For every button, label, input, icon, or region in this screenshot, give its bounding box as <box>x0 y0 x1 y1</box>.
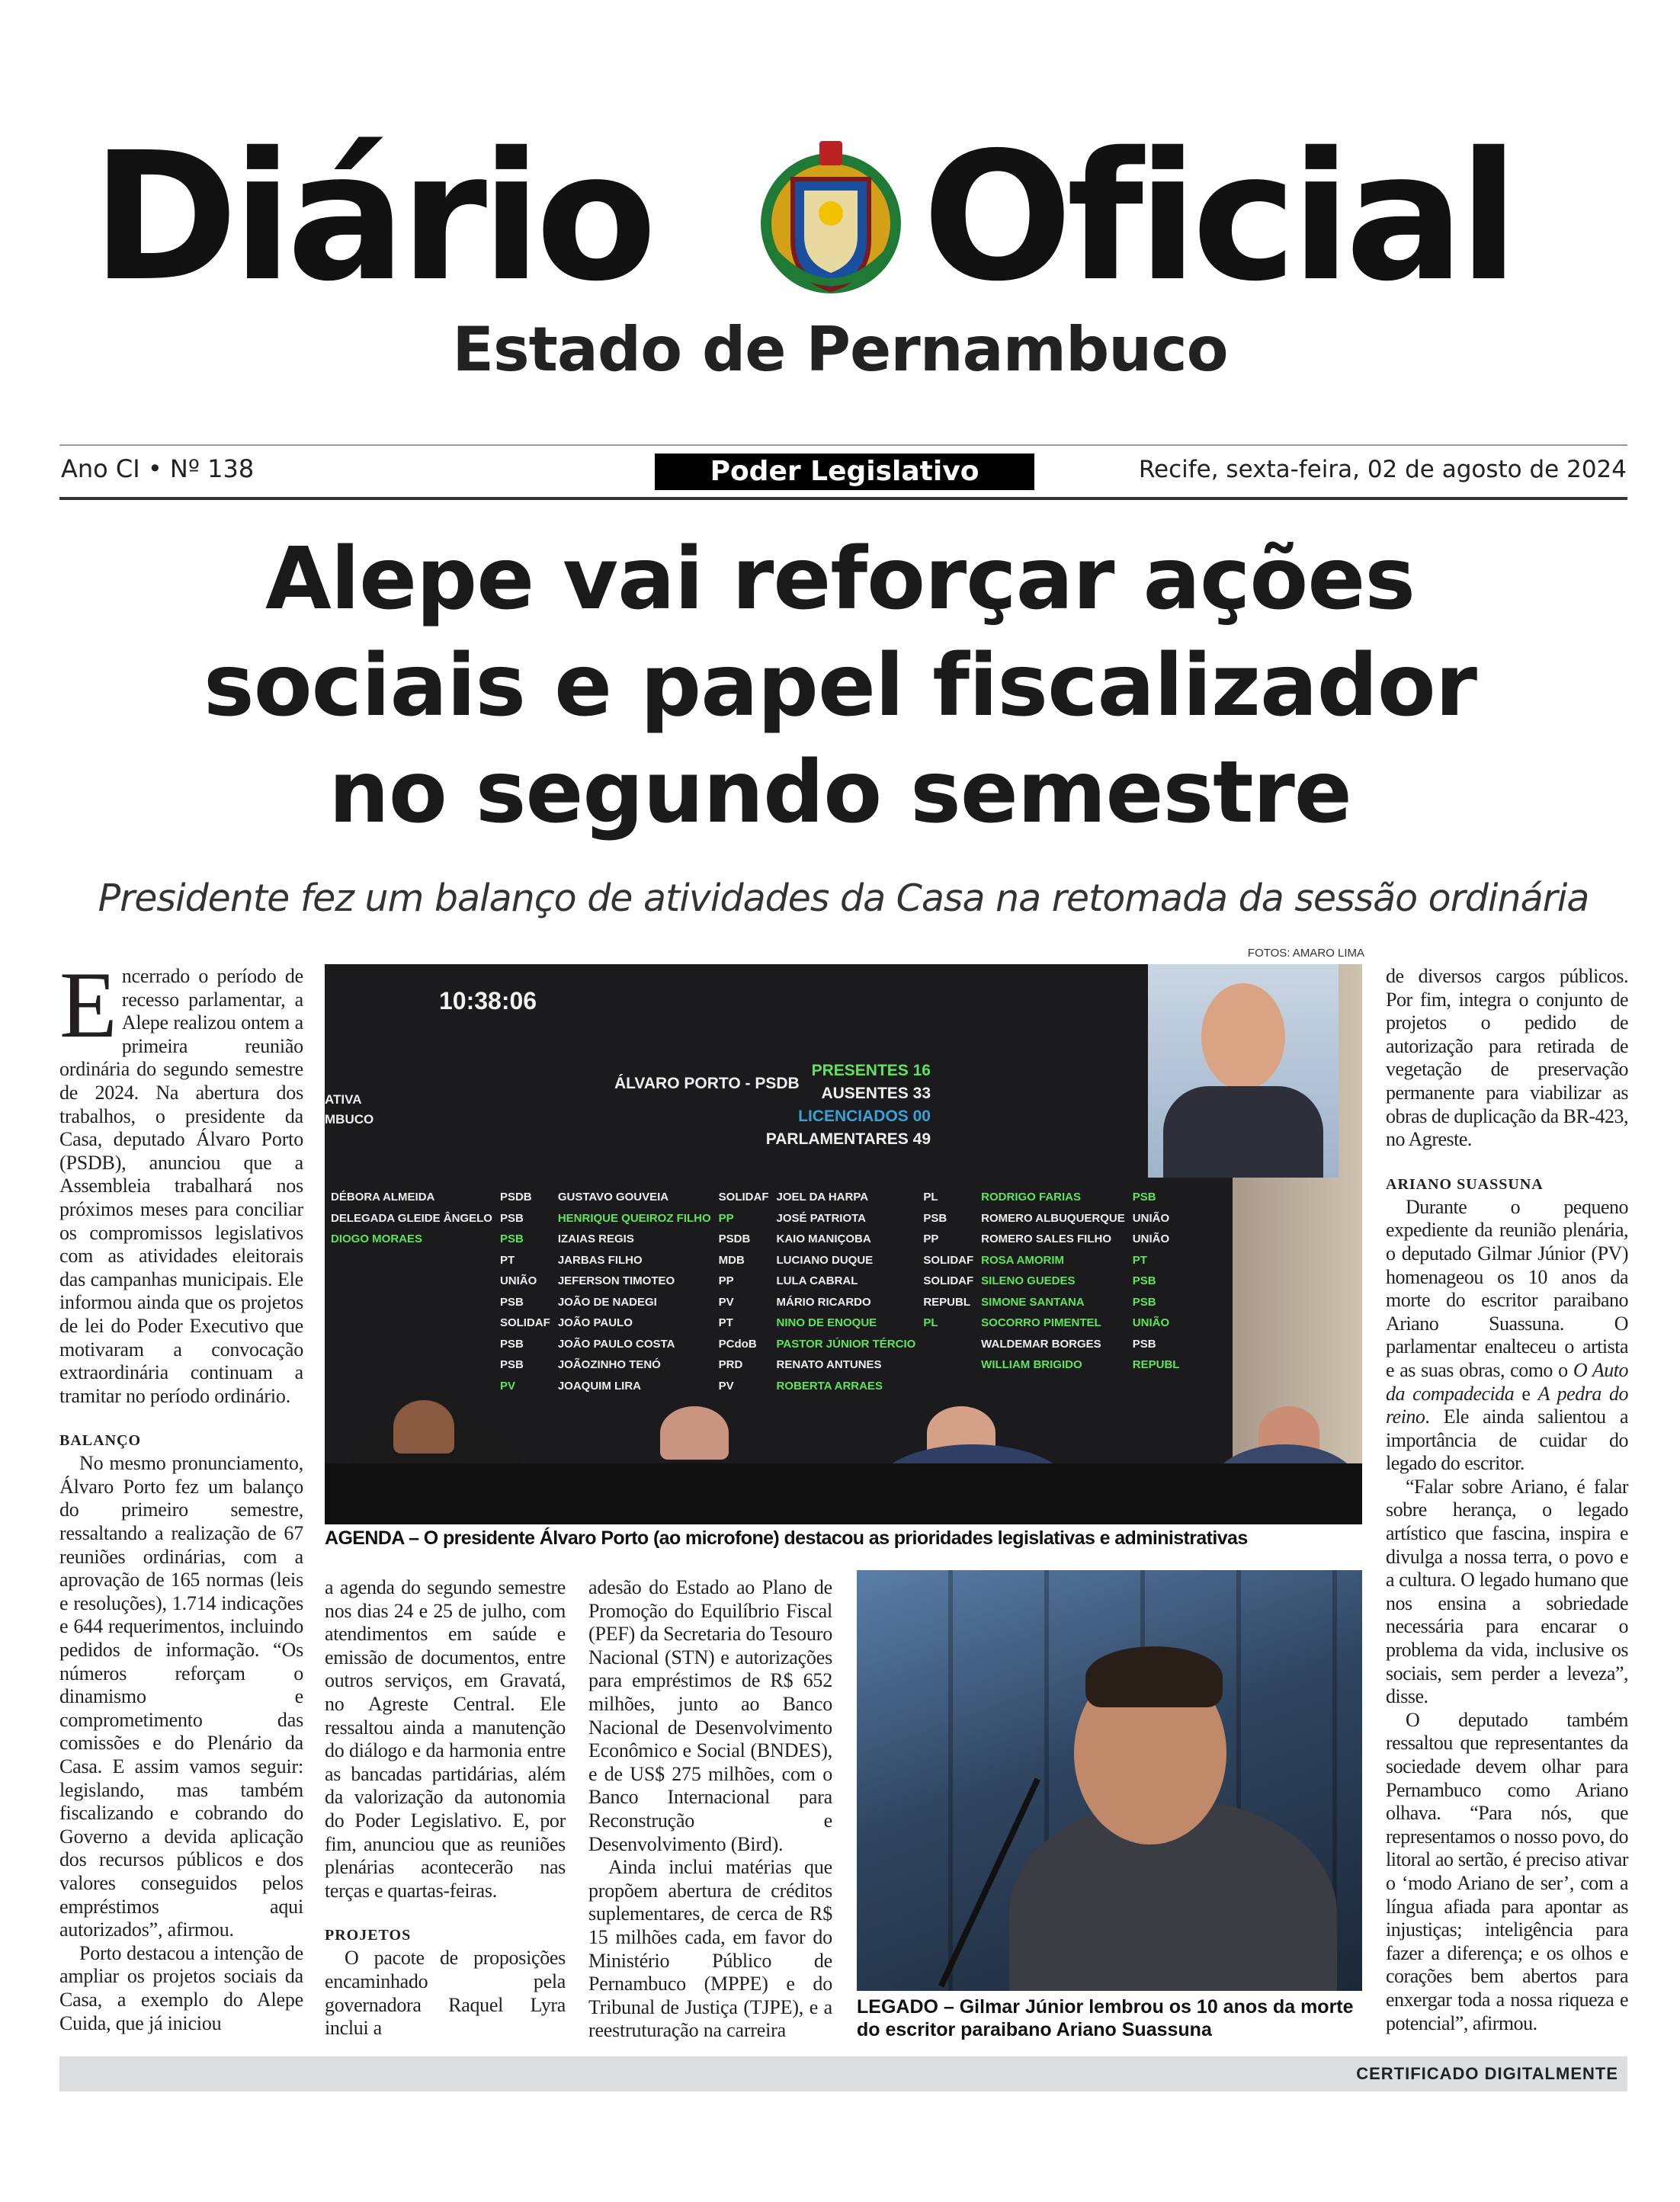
paragraph-text: e <box>1514 1382 1538 1405</box>
article-column-3 <box>588 1576 832 2043</box>
scoreboard-entry: PSB <box>499 1337 524 1351</box>
scoreboard-entry: LUCIANO DUQUE <box>776 1253 874 1267</box>
scoreboard-entry: ROSA AMORIM <box>981 1253 1065 1267</box>
divider <box>59 497 1627 500</box>
paragraph: Ainda inclui matérias que propõem abertura de créditos suplementares, de cerca de R$ 15 milhões cada, em favor do Ministério Público de Pernambuco (MPPE) e do Tribunal de Justiça (TJPE), e a reestruturação na carreira <box>588 1856 832 2042</box>
scoreboard-entry: MÁRIO RICARDO <box>776 1295 871 1309</box>
scoreboard-stats <box>752 1059 931 1151</box>
scoreboard-side-label <box>325 1090 374 1130</box>
section-label: Poder Legislativo <box>655 454 1034 490</box>
person <box>1085 1646 1223 1707</box>
scoreboard-entry: PL <box>923 1191 938 1204</box>
masthead-title-right: Oficial <box>922 114 1513 320</box>
subheadline: Presidente fez um balanço de atividades da Casa na retomada da sessão ordinária <box>98 877 1589 920</box>
side-label-line: ATIVA <box>325 1092 362 1107</box>
scoreboard-clock: 10:38:06 <box>439 987 537 1014</box>
photo-caption: LEGADO – Gilmar Júnior lembrou os 10 anos da morte do escritor paraibano Ariano Suassuna <box>857 1996 1354 2040</box>
scoreboard-entry: RENATO ANTUNES <box>776 1358 882 1371</box>
section-heading: BALANÇO <box>59 1432 142 1450</box>
scoreboard-entry: PSB <box>1132 1295 1156 1309</box>
scoreboard-entry: JOEL DA HARPA <box>776 1191 869 1204</box>
scoreboard-entry: PL <box>923 1316 938 1329</box>
plenary-desk <box>325 1463 1362 1524</box>
scoreboard-entry: HENRIQUE QUEIROZ FILHO <box>557 1211 711 1225</box>
scoreboard-entry: JOAQUIM LIRA <box>557 1379 641 1393</box>
scoreboard-entry: PV <box>499 1379 515 1393</box>
scoreboard-entry: PSB <box>499 1232 524 1245</box>
scoreboard-entry: SOLIDAF <box>923 1274 974 1287</box>
scoreboard-entry: JOÃO PAULO COSTA <box>557 1337 675 1351</box>
scoreboard-speaker: ÁLVARO PORTO - PSDB <box>614 1075 800 1092</box>
headline <box>0 526 1680 846</box>
paragraph: “Falar sobre Ariano, é falar sobre herança, o legado artístico que fascina, inspira e divulga a nossa terra, o povo e a cultura. O legado humano que nos ensina a sobriedade necessária para encarar o problema da vida, inclusive os sociais, sem perder a leveza”, disse. <box>1386 1475 1628 1708</box>
scoreboard-member-list <box>331 1187 1179 1396</box>
scoreboard-entry: PSB <box>499 1211 524 1225</box>
scoreboard-entry: UNIÃO <box>1132 1316 1170 1329</box>
certified-label: CERTIFICADO DIGITALMENTE <box>1356 2064 1618 2083</box>
scoreboard-entry: LULA CABRAL <box>776 1274 858 1287</box>
divider <box>59 444 1627 446</box>
scoreboard-entry: PT <box>1132 1253 1147 1267</box>
scoreboard-entry: JOÃOZINHO TENÓ <box>557 1358 661 1371</box>
paragraph: O deputado também ressaltou que representantes da sociedade devem olhar para Pernambuco como Ariano olhava. “Para nós, que representamos o nosso povo, do litoral ao sertão, é preciso ativar o ‘modo Ariano de ser’, com a língua afiada para apontar as injustiças; inteligência para fazer a diferença; e os olhos e corações bem abertos para enxergar toda a nossa riqueza e potencial”, afirmou. <box>1386 1708 1628 2034</box>
photo-plenary-session <box>325 964 1362 1524</box>
scoreboard-entry: ROBERTA ARRAES <box>776 1379 883 1393</box>
scoreboard-entry: UNIÃO <box>1132 1211 1170 1225</box>
person <box>660 1406 729 1460</box>
photo-caption: AGENDA – O presidente Álvaro Porto (ao microfone) destacou as prioridades legislativas e administrativas <box>325 1527 1248 1549</box>
headline-line: sociais e papel fiscalizador <box>204 636 1476 736</box>
footer-bar <box>59 2056 1627 2091</box>
paragraph-text: . Ele ainda salientou a importância de cuidar do legado do escritor. <box>1386 1405 1628 1475</box>
scoreboard-entry: PASTOR JÚNIOR TÉRCIO <box>776 1337 916 1351</box>
photo-credit: FOTOS: AMARO LIMA <box>1247 947 1364 960</box>
issue-number: Ano CI • Nº 138 <box>61 454 255 483</box>
scoreboard-entry: DELEGADA GLEIDE ÂNGELO <box>331 1211 492 1225</box>
scoreboard-entry: PSDB <box>499 1191 532 1204</box>
scoreboard-entry: SOLIDAF <box>718 1191 769 1204</box>
scoreboard-entry: UNIÃO <box>1132 1232 1170 1245</box>
scoreboard-entry: PSB <box>499 1358 524 1371</box>
speaker-portrait <box>1148 964 1339 1178</box>
stat-presentes: PRESENTES 16 <box>811 1062 931 1079</box>
scoreboard-entry: JOÃO PAULO <box>557 1316 633 1329</box>
section-heading: PROJETOS <box>325 1927 412 1944</box>
scoreboard-entry: PP <box>718 1274 734 1287</box>
drop-cap: E <box>59 953 117 1057</box>
scoreboard-entry: MDB <box>718 1253 745 1267</box>
headline-line: no segundo semestre <box>329 743 1351 842</box>
scoreboard-entry: JOSÉ PATRIOTA <box>776 1211 867 1225</box>
work-title: A pedra do reino <box>1386 1382 1628 1428</box>
scoreboard-entry: PSB <box>499 1295 524 1309</box>
scoreboard-entry: JARBAS FILHO <box>557 1253 643 1267</box>
paragraph-text: ncerrado o período de recesso parlamentar, a Alepe realizou ontem a primeira reunião ordinária do segundo semestre de 2024. Na abertura dos trabalhos, o presidente da Casa, deputado Álvaro Porto (PSDB), anunciou que a Assembleia trabalhará nos próximos meses para conciliar os compromissos legislativos com as atividades eleitorais das campanhas municipais. Ele informou ainda que os projetos de lei do Poder Executivo que motivaram a convocação extraordinária continuam a tramitar no período ordinário. <box>59 965 303 1407</box>
scoreboard-entry: WALDEMAR BORGES <box>981 1337 1101 1351</box>
scoreboard-entry: SOLIDAF <box>923 1253 974 1267</box>
headline-line: Alepe vai reforçar ações <box>265 530 1415 629</box>
scoreboard-entry: SOLIDAF <box>499 1316 550 1329</box>
stat-licenciados: LICENCIADOS 00 <box>798 1107 931 1125</box>
scoreboard-entry: PSDB <box>718 1232 751 1245</box>
scoreboard-entry: PV <box>718 1379 734 1393</box>
paragraph: No mesmo pronunciamento, Álvaro Porto fez um balanço do primeiro semestre, ressaltando a realização de 67 reuniões ordinárias, com a aprovação de 165 normas (leis e resoluções), 1.714 indicações e 644 requerimentos, incluindo pedidos de informação. “Os números reforçam o dinamismo e comprometimento das comissões e do Plenário da Casa. E assim vamos seguir: legislando, mas também fiscalizando e cobrando do Governo a devida aplicação dos recursos públicos e dos valores conseguidos pelos empréstimos aqui autorizados”, afirmou. <box>59 1452 303 1941</box>
scoreboard-entry: PV <box>718 1295 734 1309</box>
side-label-line: MBUCO <box>325 1112 374 1127</box>
scoreboard-entry: UNIÃO <box>499 1274 537 1287</box>
scoreboard-entry: REPUBL <box>923 1295 970 1309</box>
paragraph <box>59 953 303 1408</box>
photo-gilmar-junior <box>857 1570 1362 1991</box>
scoreboard-entry: JEFERSON TIMOTEO <box>557 1274 675 1287</box>
scoreboard-entry: PCdoB <box>718 1337 757 1351</box>
scoreboard-entry: SIMONE SANTANA <box>981 1295 1085 1309</box>
scoreboard-entry: RODRIGO FARIAS <box>981 1191 1081 1204</box>
scoreboard-entry: PP <box>718 1211 734 1225</box>
paragraph <box>1386 1196 1628 1476</box>
scoreboard-entry: JOÃO DE NADEGI <box>557 1295 657 1309</box>
work-title: O Auto da compadecida <box>1386 1358 1628 1405</box>
article-column-2 <box>325 1576 566 2040</box>
masthead-state: Estado de Pernambuco <box>452 314 1228 385</box>
scoreboard-entry: PSB <box>1132 1337 1156 1351</box>
article-column-4 <box>1386 965 1628 2035</box>
masthead-title-left: Diário <box>91 114 651 320</box>
scoreboard-entry: PT <box>499 1253 515 1267</box>
paragraph: a agenda do segundo semestre nos dias 24 e 25 de julho, com atendimentos em saúde e emissão de documentos, entre outros serviços, em Gravatá, no Agreste Central. Ele ressaltou ainda a manutenção do diálogo e da harmonia entre as bancadas partidárias, além da valorização da autonomia do Poder Legislativo. E, por fim, anunciou que as reuniões plenárias acontecerão nas terças e quartas-feiras. <box>325 1576 566 1902</box>
section-heading: ARIANO SUASSUNA <box>1386 1175 1544 1193</box>
scoreboard-entry: PSB <box>1132 1191 1156 1204</box>
scoreboard-entry: PSB <box>923 1211 947 1225</box>
scoreboard-entry: NINO DE ENOQUE <box>776 1316 877 1329</box>
scoreboard-entry: WILLIAM BRIGIDO <box>981 1358 1082 1371</box>
scoreboard-entry: DÉBORA ALMEIDA <box>331 1191 435 1204</box>
coat-of-arms-icon <box>751 133 911 309</box>
scoreboard-entry: IZAIAS REGIS <box>557 1232 634 1245</box>
scoreboard-entry: PP <box>923 1232 939 1245</box>
scoreboard-entry: GUSTAVO GOUVEIA <box>557 1191 669 1204</box>
person <box>393 1400 454 1454</box>
scoreboard-entry: PT <box>718 1316 733 1329</box>
scoreboard-entry: DIOGO MORAES <box>331 1232 423 1245</box>
stat-parlamentares: PARLAMENTARES 49 <box>765 1130 931 1148</box>
article-column-1 <box>59 953 303 2035</box>
stat-ausentes: AUSENTES 33 <box>821 1085 931 1102</box>
scoreboard-entry: KAIO MANIÇOBA <box>776 1232 871 1245</box>
dateline: Recife, sexta-feira, 02 de agosto de 2024 <box>1138 456 1627 483</box>
paragraph: O pacote de proposições encaminhado pela governadora Raquel Lyra inclui a <box>325 1947 566 2040</box>
scoreboard-entry: PRD <box>718 1358 743 1371</box>
paragraph: adesão do Estado ao Plano de Promoção do Equilíbrio Fiscal (PEF) da Secretaria do Tesouro Nacional (STN) e autorizações para empréstimos de R$ 652 milhões, junto ao Banco Nacional de Desenvolvimento Econômico e Social (BNDES), e de US$ 275 milhões, com o Banco Internacional para Reconstrução e Desenvolvimento (Bird). <box>588 1576 832 1855</box>
scoreboard-entry: PSB <box>1132 1274 1156 1287</box>
scoreboard-entry: ROMERO SALES FILHO <box>981 1232 1111 1245</box>
scoreboard-entry: ROMERO ALBUQUERQUE <box>981 1211 1125 1225</box>
scoreboard-entry: REPUBL <box>1132 1358 1180 1371</box>
paragraph: Porto destacou a intenção de ampliar os projetos sociais da Casa, a exemplo do Alepe Cuida, que já iniciou <box>59 1941 303 2034</box>
scoreboard-entry: SOCORRO PIMENTEL <box>981 1316 1101 1329</box>
paragraph: de diversos cargos públicos. Por fim, integra o conjunto de projetos o pedido de autorização para retirada de vegetação de preservação permanente para viabilizar as obras de duplicação da BR-423, no Agreste. <box>1386 965 1628 1151</box>
paragraph-text: Durante o pequeno expediente da reunião plenária, o deputado Gilmar Júnior (PV) homenageou os 10 anos da morte do escritor paraibano Ariano Suassuna. O parlamentar enalteceu o artista e as suas obras, como o <box>1386 1195 1628 1381</box>
scoreboard-entry: SILENO GUEDES <box>981 1274 1076 1287</box>
masthead-logo <box>91 114 1601 320</box>
